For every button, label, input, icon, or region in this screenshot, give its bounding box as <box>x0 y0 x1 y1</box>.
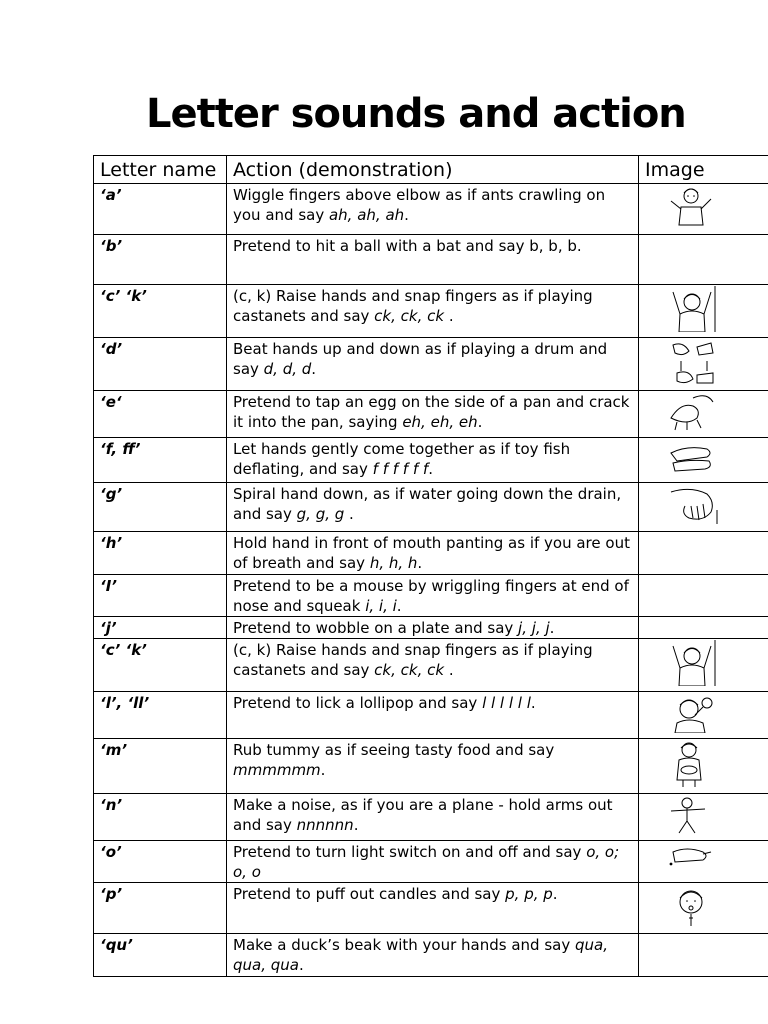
action-text: (c, k) Raise hands and snap fingers as if playing castanets and say <box>233 287 593 325</box>
letter-name-cell: ‘m’ <box>94 739 227 794</box>
action-cell <box>227 692 639 739</box>
letter-name-cell: ‘e‘ <box>94 391 227 438</box>
action-text: Beat hands up and down as if playing a drum and say <box>233 340 608 378</box>
image-cell <box>639 532 768 575</box>
action-cell <box>227 934 639 977</box>
table-row <box>94 184 768 235</box>
image-cell <box>639 575 768 617</box>
child-plane-arms-icon <box>667 795 713 835</box>
action-text: (c, k) Raise hands and snap fingers as if playing castanets and say <box>233 641 593 679</box>
image-cell <box>639 338 768 391</box>
table-header-row <box>94 156 768 184</box>
image-cell <box>639 235 768 285</box>
action-cell <box>227 794 639 841</box>
table-row <box>94 617 768 639</box>
letter-name-cell: ‘p’ <box>94 883 227 934</box>
action-tail: . <box>298 956 304 974</box>
action-text: Spiral hand down, as if water going down the drain, and say <box>233 485 622 523</box>
action-cell <box>227 575 639 617</box>
table-row <box>94 532 768 575</box>
table-row <box>94 575 768 617</box>
letter-name-cell: ‘c’ ‘k’ <box>94 285 227 338</box>
letter-sound: mmmmmm <box>233 761 321 779</box>
table-row <box>94 639 768 692</box>
image-cell <box>639 285 768 338</box>
action-cell <box>227 532 639 575</box>
hands-cracking-egg-icon <box>667 392 717 432</box>
action-tail: . <box>552 885 558 903</box>
image-cell <box>639 639 768 692</box>
action-text: Pretend to hit a ball with a bat and say b, b, b. <box>233 237 582 255</box>
hand-light-switch-icon <box>667 842 713 872</box>
letter-name-cell: ‘g’ <box>94 483 227 532</box>
letter-name-cell: ‘b’ <box>94 235 227 285</box>
action-tail: . <box>530 694 536 712</box>
action-text: Hold hand in front of mouth panting as if you are out of breath and say <box>233 534 630 572</box>
letter-name-cell: ‘f, ff’ <box>94 438 227 483</box>
action-tail: . <box>417 554 423 572</box>
letter-name-cell: ‘d’ <box>94 338 227 391</box>
table-row <box>94 739 768 794</box>
action-cell <box>227 841 639 883</box>
letter-sound: d, d, d <box>263 360 312 378</box>
action-text: Make a duck’s beak with your hands and say <box>233 936 575 954</box>
image-cell <box>639 438 768 483</box>
letter-sound: i, i, i <box>365 597 397 615</box>
action-cell <box>227 639 639 692</box>
table-row <box>94 285 768 338</box>
letter-name-cell: ‘o’ <box>94 841 227 883</box>
image-cell <box>639 692 768 739</box>
hand-spiral-icon <box>667 484 721 526</box>
image-cell <box>639 794 768 841</box>
action-cell <box>227 739 639 794</box>
image-cell <box>639 883 768 934</box>
action-text: Pretend to be a mouse by wriggling fingers at end of nose and squeak <box>233 577 629 615</box>
action-tail: . <box>311 360 317 378</box>
letter-sounds-table <box>93 155 768 977</box>
letter-name-cell: ‘I’ <box>94 575 227 617</box>
action-text: Make a noise, as if you are a plane - hold arms out and say <box>233 796 613 834</box>
action-tail: . <box>549 619 555 637</box>
image-cell <box>639 934 768 977</box>
hands-drumming-icon <box>667 339 717 385</box>
action-cell <box>227 883 639 934</box>
child-wiggling-fingers-icon <box>667 185 715 229</box>
table-row <box>94 934 768 977</box>
letter-sound: qua, qua, qua <box>233 936 608 974</box>
header-action: Action (demonstration) <box>227 156 639 184</box>
child-snapping-fingers-icon <box>667 640 717 686</box>
image-cell <box>639 841 768 883</box>
action-tail: . <box>444 307 454 325</box>
letter-name-cell: ‘c’ ‘k’ <box>94 639 227 692</box>
header-image: Image <box>639 156 768 184</box>
action-text: Pretend to tap an egg on the side of a pan and crack it into the pan, saying <box>233 393 630 431</box>
table-row <box>94 483 768 532</box>
action-tail: . <box>477 413 483 431</box>
table-row <box>94 692 768 739</box>
action-cell <box>227 184 639 235</box>
action-tail: . <box>404 206 409 224</box>
letter-sound: p, p, p <box>505 885 553 903</box>
letter-sound: j, j, j <box>518 619 550 637</box>
letter-name-cell: ‘l’, ‘ll’ <box>94 692 227 739</box>
action-text: Pretend to lick a lollipop and say <box>233 694 483 712</box>
image-cell <box>639 483 768 532</box>
page-title: Letter sounds and action <box>146 91 686 137</box>
action-text: Pretend to wobble on a plate and say <box>233 619 519 637</box>
image-cell <box>639 184 768 235</box>
letter-sound: eh, eh, eh <box>402 413 478 431</box>
action-text: Wiggle fingers above elbow as if ants crawling on you and say <box>233 186 606 224</box>
letter-sound: g, g, g <box>296 505 345 523</box>
table-row <box>94 391 768 438</box>
action-cell <box>227 483 639 532</box>
action-cell <box>227 391 639 438</box>
action-text: Pretend to turn light switch on and off and say <box>233 843 587 861</box>
table-row <box>94 794 768 841</box>
letter-sound: h, h, h <box>369 554 418 572</box>
action-tail: . <box>353 816 359 834</box>
action-text: Rub tummy as if seeing tasty food and say <box>233 741 555 759</box>
action-cell <box>227 438 639 483</box>
action-tail: . <box>396 597 402 615</box>
letter-name-cell: ‘j’ <box>94 617 227 639</box>
action-tail: . <box>444 661 454 679</box>
child-licking-lollipop-icon <box>667 693 717 733</box>
image-cell <box>639 739 768 794</box>
image-cell <box>639 391 768 438</box>
table-row <box>94 235 768 285</box>
action-cell <box>227 617 639 639</box>
child-puffing-candle-icon <box>667 884 717 928</box>
letter-sound: f f f f f f <box>372 460 429 478</box>
action-cell <box>227 285 639 338</box>
letter-name-cell: ‘qu’ <box>94 934 227 977</box>
child-snapping-fingers-icon <box>667 286 717 332</box>
action-tail: . <box>320 761 326 779</box>
letter-name-cell: ‘a’ <box>94 184 227 235</box>
action-tail: . <box>344 505 354 523</box>
action-cell <box>227 235 639 285</box>
table-row <box>94 883 768 934</box>
letter-sound: nnnnnn <box>296 816 354 834</box>
table-row <box>94 338 768 391</box>
child-rubbing-tummy-icon <box>667 740 711 788</box>
action-tail: . <box>428 460 433 478</box>
letter-name-cell: ‘h’ <box>94 532 227 575</box>
letter-sound: o, o; o, o <box>233 843 620 881</box>
letter-name-cell: ‘n’ <box>94 794 227 841</box>
table-row <box>94 841 768 883</box>
hands-together-icon <box>667 439 715 477</box>
action-cell <box>227 338 639 391</box>
letter-sound: ah, ah, ah <box>328 206 405 224</box>
letter-sound: ck, ck, ck <box>374 661 445 679</box>
letter-sound: ck, ck, ck <box>374 307 445 325</box>
image-cell <box>639 617 768 639</box>
action-text: Let hands gently come together as if toy fish deflating, and say <box>233 440 571 478</box>
letter-sound: l l l l l l <box>482 694 531 712</box>
table-row <box>94 438 768 483</box>
action-text: Pretend to puff out candles and say <box>233 885 506 903</box>
header-letter-name: Letter name <box>94 156 227 184</box>
